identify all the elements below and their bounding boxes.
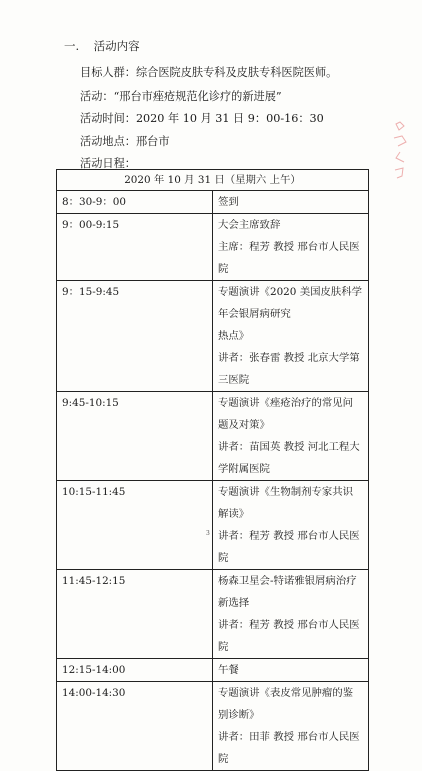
section-number: 一.: [64, 39, 80, 53]
row-desc: [213, 682, 369, 771]
row-desc: [213, 481, 369, 570]
row-line: 大会主席致辞: [218, 219, 281, 231]
row-line: 主席：程芳 教授 邢台市人民医院: [218, 241, 360, 275]
section-heading: [64, 38, 140, 54]
row-desc: [213, 659, 369, 682]
time-line: 活动时间：2020 年 10 月 31 日 9：00-16：30: [80, 112, 324, 125]
row-desc: [213, 214, 369, 281]
row-time: 14:00-14:30: [57, 682, 213, 771]
row-line: 专题演讲《表皮常见肿瘤的鉴别诊断》: [218, 687, 354, 721]
row-line: 热点》: [218, 330, 250, 342]
section-title: 活动内容: [93, 39, 140, 53]
row-time: 11:45-12:15: [57, 570, 213, 659]
schedule-table: [56, 169, 369, 771]
row-line: 讲者：张春雷 教授 北京大学第三医院: [218, 352, 360, 386]
row-time: 9：15-9:45: [57, 281, 213, 392]
table-row: [57, 191, 369, 214]
row-line: 杨森卫星会-特诺雅银屑病治疗新选择: [218, 575, 357, 609]
row-desc: [213, 392, 369, 481]
schedule-label: 活动日程：: [80, 157, 136, 170]
row-line: 讲者：程芳 教授 邢台市人民医院: [218, 619, 360, 653]
row-line: 午餐: [218, 664, 239, 676]
place-line: 活动地点：邢台市: [80, 135, 170, 148]
table-row: [57, 659, 369, 682]
row-line: 讲者：田菲 教授 邢台市人民医院: [218, 731, 360, 765]
table-row: [57, 481, 369, 570]
row-line: 专题演讲《痤疮治疗的常见问题及对策》: [218, 397, 354, 431]
row-line: 签到: [218, 196, 239, 208]
row-time: 8：30-9：00: [57, 191, 213, 214]
table-row: [57, 570, 369, 659]
table-row: [57, 281, 369, 392]
row-line: 讲者：苗国英 教授 河北工程大学附属医院: [218, 441, 360, 475]
row-time: 12:15-14:00: [57, 659, 213, 682]
row-line: 专题演讲《生物制剂专家共识解读》: [218, 486, 354, 520]
row-time: 10:15-11:45: [57, 481, 213, 570]
row-line: 专题演讲《2020 美国皮肤科学年会银屑病研究: [218, 286, 363, 320]
row-desc: [213, 281, 369, 392]
row-time: 9:45-10:15: [57, 392, 213, 481]
table-row: [57, 392, 369, 481]
table-row: [57, 214, 369, 281]
table-header: 2020 年 10 月 31 日（星期六 上午）: [57, 170, 369, 191]
row-time: 9：00-9:15: [57, 214, 213, 281]
row-desc: [213, 570, 369, 659]
row-desc: [213, 191, 369, 214]
page-number: 3: [206, 530, 210, 537]
audience-line: 目标人群：综合医院皮肤专科及皮肤专科医院医师。: [80, 66, 338, 79]
red-stamp-mark: [390, 118, 412, 186]
table-row: [57, 682, 369, 771]
row-line: 讲者：程芳 教授 邢台市人民医院: [218, 530, 360, 564]
activity-line: 活动：“邢台市痤疮规范化诊疗的新进展”: [80, 90, 282, 103]
table-header-row: [57, 170, 369, 191]
